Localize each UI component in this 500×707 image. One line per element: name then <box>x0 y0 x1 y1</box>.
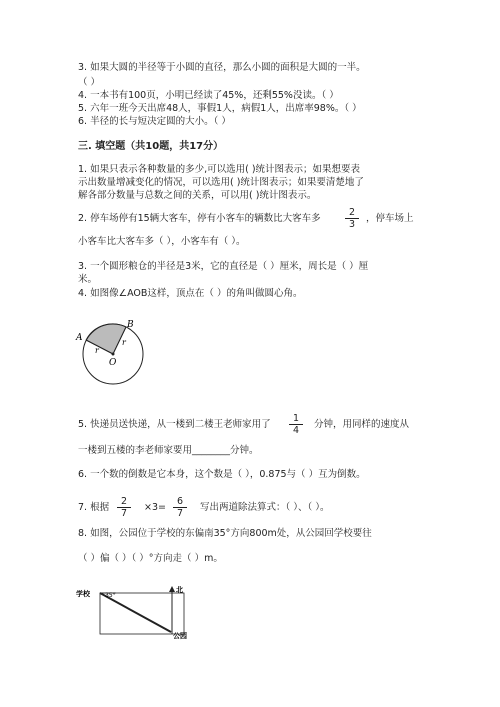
fraction-denominator: 3 <box>348 219 356 230</box>
central-angle-figure <box>72 318 152 388</box>
fill-q1-line3: 解各部分数量与总数之间的关系，可以用( )统计图表示。 <box>78 190 317 201</box>
judge-q6: 6. 半径的长与短决定圆的大小。（ ） <box>78 116 231 127</box>
label-park: 公园 <box>173 632 187 640</box>
label-r2: r <box>122 338 126 347</box>
judge-q5: 5. 六年一班今天出席48人，事假1人，病假1人，出席率98%。（ ） <box>78 103 362 114</box>
fill-q8-line1: 8. 如图，公园位于学校的东偏南35°方向800m处，从公园回学校要往 <box>78 528 372 539</box>
fill-q2-fraction <box>345 207 359 230</box>
judge-q4: 4. 一本书有100页，小明已经读了45%，还剩55%没读。（ ） <box>78 90 339 101</box>
center-point <box>112 353 115 356</box>
map-figure <box>76 584 196 644</box>
north-arrow-icon <box>169 586 175 592</box>
fill-q3-line2: 米。 <box>78 274 98 285</box>
judge-q3-paren[interactable]: （ ） <box>78 77 101 88</box>
fill-q5-text-a: 5. 快递员送快递，从一楼到二楼王老师家用了 <box>78 419 271 430</box>
fill-q5-line2: 一楼到五楼的李老师家要用________分钟。 <box>78 445 259 456</box>
fraction-denominator: 7 <box>120 508 128 519</box>
label-a: A <box>76 333 83 343</box>
label-o: O <box>109 358 117 368</box>
fill-q7-fraction1 <box>117 496 131 519</box>
fill-q7-fraction2 <box>173 496 187 519</box>
fill-q7-text-b: 写出两道除法算式：（ ）、（ ）。 <box>200 502 330 513</box>
fill-q7-mid: ×3= <box>144 502 166 513</box>
fill-q5-text-b: 分钟，用同样的速度从 <box>314 419 410 430</box>
fraction-denominator: 7 <box>176 508 184 519</box>
fill-q2-line2: 小客车比大客车多（ ），小客车有（ ）。 <box>78 236 246 247</box>
fill-q2-text-b: ，停车场上 <box>366 213 414 224</box>
fill-q1-line1: 1. 如果只表示各种数量的多少,可以选用( )统计图表示；如果想要表 <box>78 164 361 175</box>
fill-q8-line2: （ ）偏（ ）（ ）°方向走（ ）m。 <box>78 553 223 564</box>
label-north: 北 <box>176 586 183 594</box>
label-b: B <box>127 320 134 330</box>
fraction-denominator: 4 <box>292 425 300 436</box>
fill-q1-line2: 示出数量增减变化的情况，可以选用( )统计图表示；如果要清楚地了 <box>78 177 364 188</box>
label-angle: 35° <box>105 592 116 599</box>
fill-q5-fraction <box>289 413 303 436</box>
fraction-numerator: 6 <box>173 496 187 508</box>
fraction-numerator: 2 <box>117 496 131 508</box>
label-school: 学校 <box>76 590 90 598</box>
fill-q3-line1: 3. 一个圆形粮仓的半径是3米，它的直径是（ ）厘米，周长是（ ）厘 <box>78 261 369 272</box>
fraction-numerator: 2 <box>345 207 359 219</box>
fill-q6: 6. 一个数的倒数是它本身，这个数是（ ），0.875与（ ）互为倒数。 <box>78 469 366 480</box>
fill-q2-text-a: 2. 停车场停有15辆大客车，停有小客车的辆数比大客车多 <box>78 213 321 224</box>
fraction-numerator: 1 <box>289 413 303 425</box>
label-r1: r <box>95 346 99 355</box>
fill-q4: 4. 如图像∠AOB这样，顶点在（ ）的角叫做圆心角。 <box>78 288 303 299</box>
judge-q3: 3. 如果大圆的半径等于小圆的直径，那么小圆的面积是大圆的一半。 <box>78 62 366 73</box>
section-title: 三. 填空题（共10题，共17分） <box>78 141 224 152</box>
fill-q7-text-a: 7. 根据 <box>78 502 110 513</box>
